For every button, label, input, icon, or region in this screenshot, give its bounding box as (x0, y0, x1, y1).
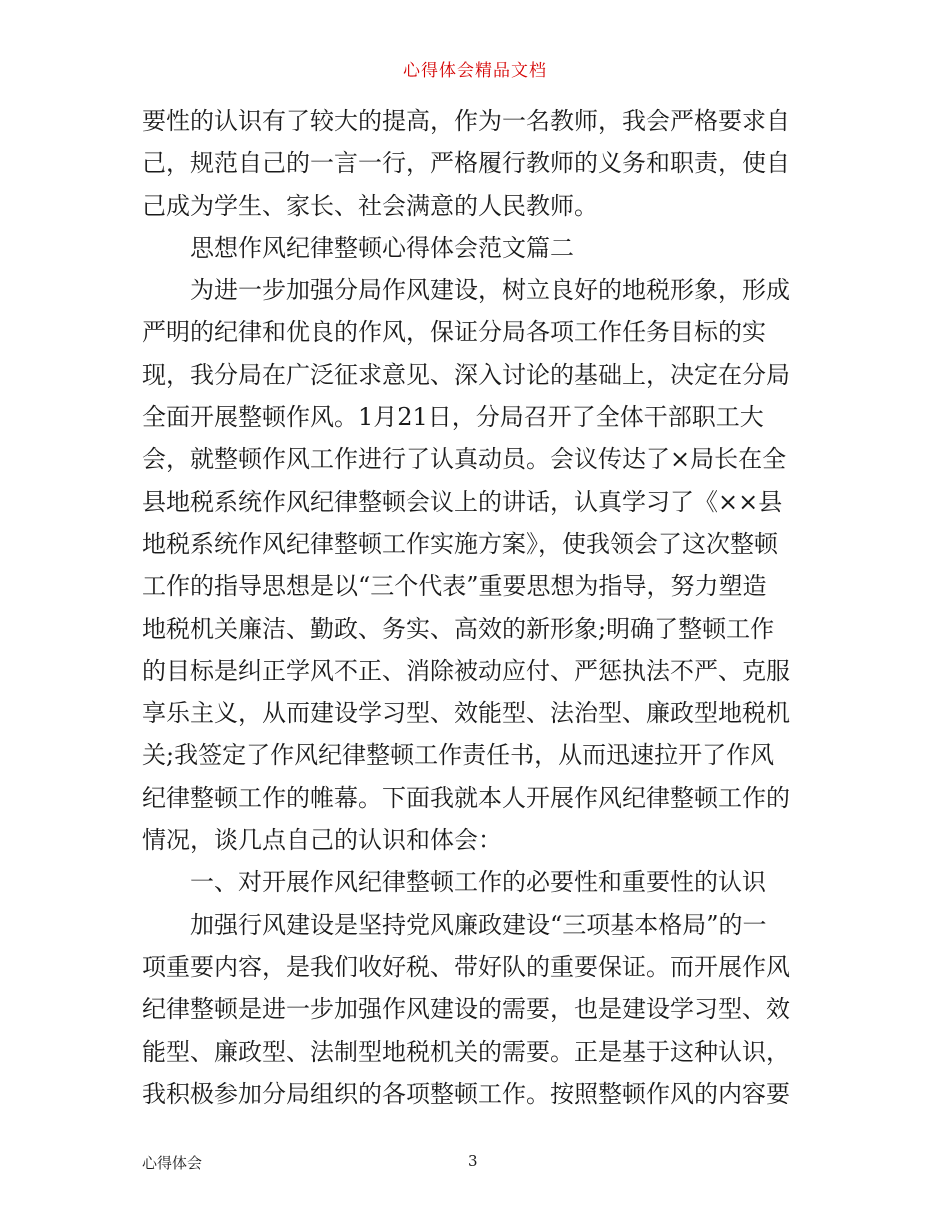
paragraph-start: 加强行风建设是坚持党风廉政建设“三项基本格局”的一 (190, 910, 767, 939)
text-line: 的目标是纠正学风不正、消除被动应付、严惩执法不严、克服 (142, 656, 790, 685)
text-line: 严明的纪律和优良的作风，保证分局各项工作任务目标的实 (142, 318, 766, 347)
text-line: 纪律整顿是进一步加强作风建设的需要，也是建设学习型、效 (142, 995, 790, 1024)
text-line: 工作的指导思想是以“三个代表”重要思想为指导，努力塑造 (142, 572, 767, 601)
text-line: 现，我分局在广泛征求意见、深入讨论的基础上，决定在分局 (142, 360, 790, 389)
text-line: 地税机关廉洁、勤政、务实、高效的新形象;明确了整顿工作 (142, 614, 775, 643)
text-line: 己，规范自己的一言一行，严格履行教师的义务和职责，使自 (142, 149, 790, 178)
text-line: 县地税系统作风纪律整顿会议上的讲话，认真学习了《××县 (142, 487, 783, 516)
text-line: 会，就整顿作风工作进行了认真动员。会议传达了×局长在全 (142, 445, 787, 474)
section-heading: 思想作风纪律整顿心得体会范文篇二 (190, 233, 574, 262)
paragraph-start: 为进一步加强分局作风建设，树立良好的地税形象，形成 (190, 276, 790, 305)
text-line: 全面开展整顿作风。1月21日，分局召开了全体干部职工大 (142, 403, 764, 432)
text-line: 享乐主义，从而建设学习型、效能型、法治型、廉政型地税机 (142, 699, 790, 728)
text-line: 地税系统作风纪律整顿工作实施方案》，使我领会了这次整顿 (142, 529, 778, 558)
page-header-title: 心得体会精品文档 (403, 61, 547, 81)
text-line: 情况，谈几点自己的认识和体会： (142, 826, 502, 855)
text-line: 能型、廉政型、法制型地税机关的需要。正是基于这种认识， (142, 1037, 790, 1066)
text-line: 我积极参加分局组织的各项整顿工作。按照整顿作风的内容要 (142, 1079, 790, 1108)
footer-label: 心得体会 (142, 1154, 203, 1172)
text-line: 关;我签定了作风纪律整顿工作责任书，从而迅速拉开了作风 (142, 741, 775, 770)
section-heading: 一、对开展作风纪律整顿工作的必要性和重要性的认识 (190, 868, 766, 897)
page-number: 3 (468, 1152, 478, 1170)
text-line: 纪律整顿工作的帷幕。下面我就本人开展作风纪律整顿工作的 (142, 783, 790, 812)
document-body (142, 100, 814, 1115)
text-line: 己成为学生、家长、社会满意的人民教师。 (142, 191, 598, 220)
text-line: 项重要内容，是我们收好税、带好队的重要保证。而开展作风 (142, 952, 790, 981)
text-line: 要性的认识有了较大的提高，作为一名教师，我会严格要求自 (142, 107, 790, 135)
page-footer (0, 1152, 950, 1176)
